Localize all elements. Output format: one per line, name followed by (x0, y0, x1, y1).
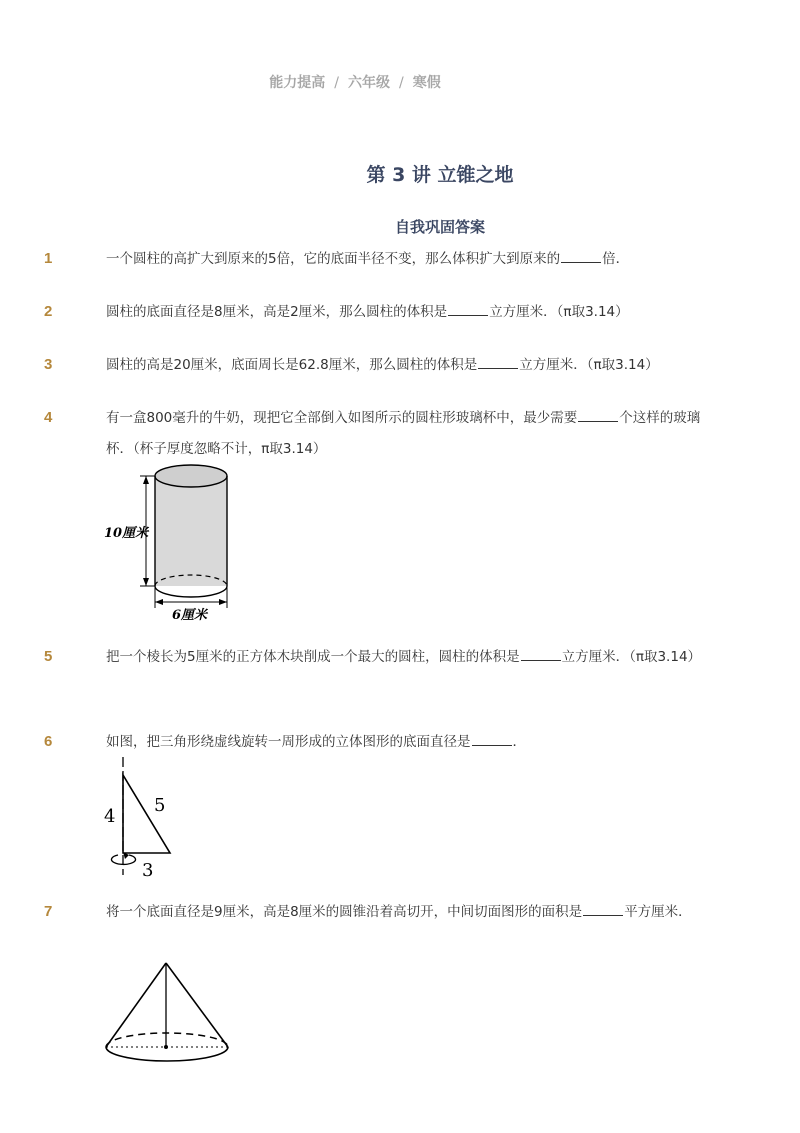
cylinder-figure (100, 462, 240, 632)
answer-blank (478, 354, 518, 369)
question-number: 4 (44, 409, 53, 426)
cylinder-width-label: 6厘米 (172, 608, 208, 623)
question-number: 6 (44, 733, 53, 750)
answer-blank (583, 901, 623, 916)
question-pre: 如图，把三角形绕虚线旋转一周形成的立体图形的底面直径是 (106, 734, 471, 750)
question-text (106, 897, 718, 928)
triangle-figure (100, 755, 190, 880)
question-text (106, 642, 718, 673)
side-label-a: 4 (104, 806, 116, 827)
question-text (106, 727, 718, 758)
question-post: 个这样的玻璃杯．（杯子厚度忽略不计，π取3.14） (106, 410, 701, 457)
breadcrumb-separator: / (334, 75, 339, 91)
question-post: 立方厘米．（π取3.14） (561, 649, 702, 665)
side-label-c: 3 (142, 860, 154, 881)
arrow-left-icon (155, 599, 163, 605)
breadcrumb-separator: / (399, 75, 404, 91)
arrow-down-icon (143, 578, 149, 586)
question-pre: 把一个棱长为5厘米的正方体木块削成一个最大的圆柱，圆柱的体积是 (106, 649, 520, 665)
answer-blank (578, 407, 618, 422)
cone-figure (100, 955, 240, 1065)
question-number: 7 (44, 903, 53, 920)
section-title: 自我巩固答案 (394, 218, 485, 236)
cone-center-point (164, 1045, 168, 1049)
answer-blank (521, 646, 561, 661)
answer-blank (472, 731, 512, 746)
question-text (106, 350, 718, 381)
arrow-up-icon (143, 476, 149, 484)
question-post: 倍． (602, 251, 630, 267)
lecture-title: 第 3 讲 立锥之地 (366, 164, 514, 186)
question-post: 立方厘米．（π取3.14） (489, 304, 629, 320)
cylinder-height-label: 10厘米 (104, 526, 149, 541)
answer-blank (561, 248, 601, 263)
breadcrumb-item: 能力提高 (269, 75, 326, 91)
question-post: 立方厘米．（π取3.14） (519, 357, 659, 373)
question-pre: 有一盒800毫升的牛奶，现把它全部倒入如图所示的圆柱形玻璃杯中，最少需要 (106, 410, 578, 426)
cone-base-back (106, 1033, 228, 1047)
question-post: ． (512, 734, 526, 750)
side-label-b: 5 (154, 795, 166, 816)
question-pre: 圆柱的高是20厘米，底面周长是62.8厘米，那么圆柱的体积是 (106, 357, 478, 373)
breadcrumb (0, 72, 710, 92)
arrow-right-icon (219, 599, 227, 605)
cone-base-front (106, 1047, 228, 1061)
question-pre: 将一个底面直径是9厘米，高是8厘米的圆锥沿着高切开，中间切面图形的面积是 (106, 904, 583, 920)
question-pre: 圆柱的底面直径是8厘米，高是2厘米，那么圆柱的体积是 (106, 304, 448, 320)
question-text (106, 403, 718, 465)
question-number: 1 (44, 250, 53, 267)
question-number: 3 (44, 356, 53, 373)
breadcrumb-item: 寒假 (412, 75, 441, 91)
question-pre: 一个圆柱的高扩大到原来的5倍，它的底面半径不变，那么体积扩大到原来的 (106, 251, 561, 267)
cylinder-body (155, 476, 227, 586)
cylinder-top (155, 465, 227, 487)
cone-left-edge (106, 963, 166, 1047)
question-post: 平方厘米． (624, 904, 692, 920)
cylinder-bottom-front (155, 586, 227, 597)
question-text (106, 244, 718, 275)
answer-blank (448, 301, 488, 316)
question-number: 2 (44, 303, 53, 320)
question-number: 5 (44, 648, 53, 665)
cone-right-edge (166, 963, 228, 1047)
question-text (106, 297, 718, 328)
breadcrumb-item: 六年级 (348, 75, 390, 91)
